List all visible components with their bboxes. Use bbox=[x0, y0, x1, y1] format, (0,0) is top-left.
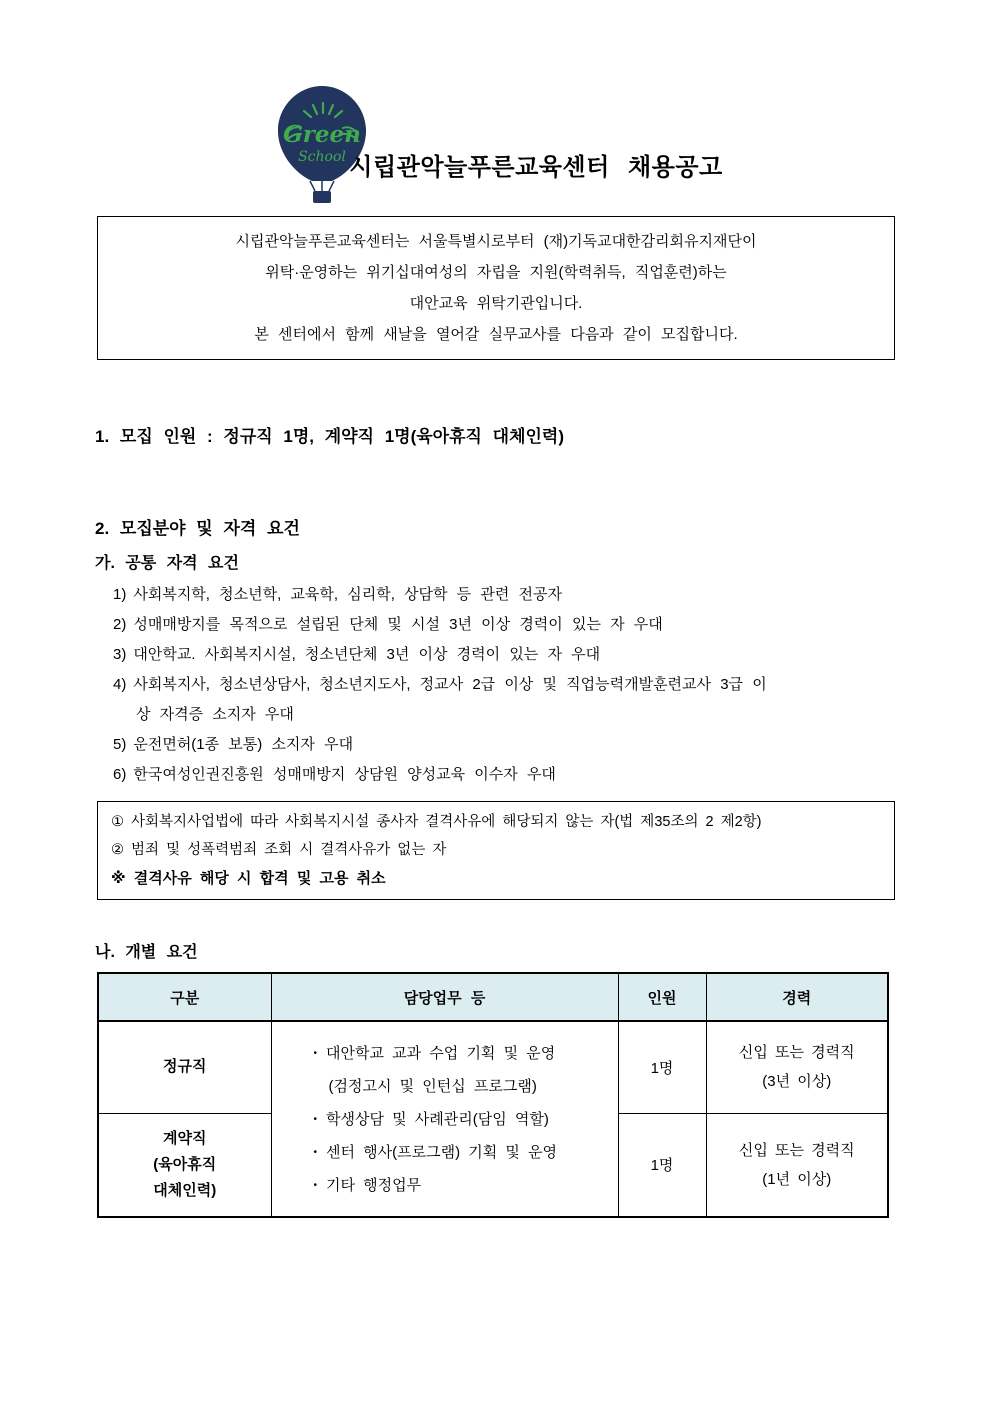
green-school-logo bbox=[269, 84, 375, 204]
bullet-icon: • bbox=[313, 1146, 318, 1158]
career-cell bbox=[706, 1113, 888, 1217]
career-line-1: 신입 또는 경력직 bbox=[738, 1141, 855, 1159]
note-line-2: ② 범죄 및 성폭력범죄 조회 시 결격사유가 없는 자 bbox=[111, 842, 447, 858]
position-count: 1명 bbox=[618, 1021, 706, 1113]
duty-item-4 bbox=[314, 1169, 617, 1202]
intro-line-3: 대안교육 위탁기관입니다. bbox=[409, 295, 583, 312]
positions-table bbox=[97, 972, 889, 1218]
disqualification-box bbox=[97, 801, 895, 900]
column-header-category: 구분 bbox=[98, 973, 271, 1021]
list-item-text: 사회복지사, 청소년상담사, 청소년지도사, 정교사 2급 이상 및 직업능력개발훈련교사 3급 이 bbox=[133, 676, 767, 693]
document-header bbox=[0, 84, 992, 204]
common-requirements-list bbox=[113, 580, 992, 790]
subsection-b-heading: 나. 개별 요건 bbox=[95, 944, 198, 961]
career-line-1: 신입 또는 경력직 bbox=[738, 1044, 855, 1062]
career-line-2: (1년 이상) bbox=[762, 1170, 832, 1188]
list-item-3 bbox=[113, 640, 992, 670]
list-item-text: 성매매방지를 목적으로 설립된 단체 및 시설 3년 이상 경력이 있는 자 우대 bbox=[133, 616, 663, 633]
duty-item-1-sub: (검정고시 및 인턴십 프로그램) bbox=[328, 1077, 537, 1095]
intro-line-4: 본 센터에서 함께 새날을 열어갈 실무교사를 다음과 같이 모집합니다. bbox=[254, 326, 738, 343]
list-item-text: 대안학교. 사회복지시설, 청소년단체 3년 이상 경력이 있는 자 우대 bbox=[133, 646, 601, 663]
intro-line-2: 위탁·운영하는 위기십대여성의 자립을 지원(학력취득, 직업훈련)하는 bbox=[265, 264, 727, 281]
list-item-text: 운전면허(1종 보통) 소지자 우대 bbox=[133, 736, 354, 753]
list-item-number: 5) bbox=[113, 736, 127, 753]
bullet-icon: • bbox=[313, 1113, 318, 1125]
column-header-count: 인원 bbox=[618, 973, 706, 1021]
section-1-heading: 1. 모집 인원 : 정규직 1명, 계약직 1명(육아휴직 대체인력) bbox=[95, 427, 565, 446]
hot-air-balloon-icon bbox=[269, 84, 375, 204]
duty-text: 센터 행사(프로그램) 기획 및 운영 bbox=[326, 1143, 558, 1161]
intro-line-1: 시립관악늘푸른교육센터는 서울특별시로부터 (재)기독교대한감리회유지재단이 bbox=[235, 233, 757, 250]
duties-cell bbox=[271, 1021, 618, 1217]
list-item-5 bbox=[113, 730, 992, 760]
career-cell bbox=[706, 1021, 888, 1113]
list-item-text: 사회복지학, 청소년학, 교육학, 심리학, 상담학 등 관련 전공자 bbox=[133, 586, 562, 603]
note-warning: ※ 결격사유 해당 시 합격 및 고용 취소 bbox=[111, 870, 386, 887]
list-item-4 bbox=[113, 670, 992, 730]
table-header-row bbox=[98, 973, 888, 1021]
intro-box bbox=[97, 216, 895, 360]
list-item-2 bbox=[113, 610, 992, 640]
note-line-1: ① 사회복지사업법에 따라 사회복지시설 종사자 결격사유에 해당되지 않는 자(법 제35조의 2 제2항) bbox=[111, 814, 762, 830]
bullet-icon: • bbox=[313, 1047, 318, 1059]
duty-text: 학생상담 및 사례관리(담임 역할) bbox=[326, 1110, 549, 1128]
duty-text: 기타 행정업무 bbox=[326, 1176, 422, 1194]
list-item-continuation: 상 자격증 소지자 우대 bbox=[136, 706, 294, 723]
list-item-6 bbox=[113, 760, 992, 790]
list-item-1 bbox=[113, 580, 992, 610]
duty-item-2 bbox=[314, 1103, 617, 1136]
position-count: 1명 bbox=[618, 1113, 706, 1217]
position-type-line-1: 계약직 bbox=[163, 1129, 207, 1147]
list-item-number: 3) bbox=[113, 646, 127, 663]
section-2-heading: 2. 모집분야 및 자격 요건 bbox=[95, 519, 300, 538]
list-item-number: 2) bbox=[113, 616, 127, 633]
position-type bbox=[98, 1113, 271, 1217]
position-type-line-3: 대체인력) bbox=[153, 1181, 217, 1199]
position-type-line-2: (육아휴직 bbox=[153, 1155, 217, 1173]
column-header-duties: 담당업무 등 bbox=[271, 973, 618, 1021]
page-title: 시립관악늘푸른교육센터 채용공고 bbox=[349, 154, 723, 181]
svg-text:Green: Green bbox=[283, 121, 362, 148]
position-type: 정규직 bbox=[98, 1021, 271, 1113]
bullet-icon: • bbox=[313, 1179, 318, 1191]
list-item-number: 6) bbox=[113, 766, 127, 783]
list-item-number: 4) bbox=[113, 676, 127, 693]
duty-item-1 bbox=[314, 1037, 617, 1070]
subsection-a-heading: 가. 공통 자격 요건 bbox=[95, 555, 239, 572]
list-item-text: 한국여성인권진흥원 성매매방지 상담원 양성교육 이수자 우대 bbox=[133, 766, 556, 783]
svg-text:School: School bbox=[298, 149, 347, 165]
list-item-number: 1) bbox=[113, 586, 127, 603]
duty-text: 대안학교 교과 수업 기획 및 운영 bbox=[326, 1044, 556, 1062]
column-header-career: 경력 bbox=[706, 973, 888, 1021]
duty-item-3 bbox=[314, 1136, 617, 1169]
table-row bbox=[98, 1021, 888, 1113]
career-line-2: (3년 이상) bbox=[762, 1073, 832, 1091]
